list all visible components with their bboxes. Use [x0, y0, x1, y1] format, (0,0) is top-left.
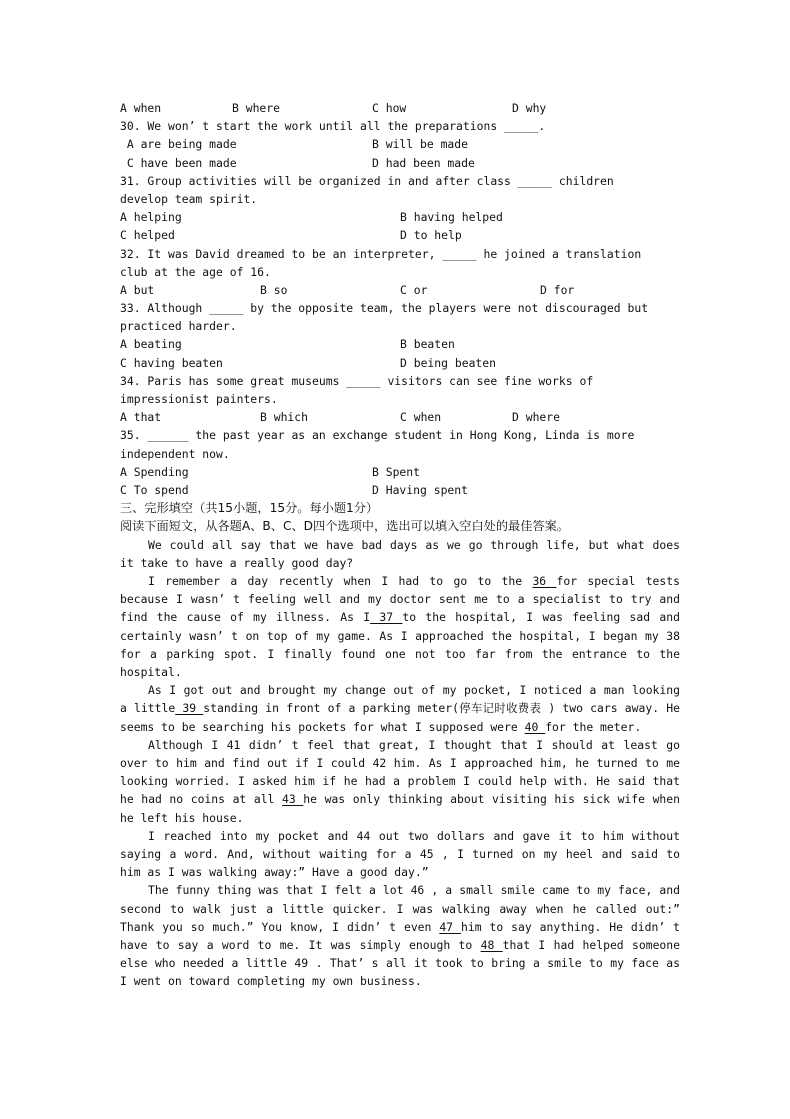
passage-paragraph-5: I reached into my pocket and 44 out two dollars and gave it to him without saying a word. And, without waiting for a 45 , I turned on my heel and said to him as I was walking away:” Have a good day.”: [120, 828, 680, 880]
q35-stem-line2: independent now.: [120, 446, 230, 461]
passage-text: As I got out and brought my change out of my pocket, I noticed a man looking a little: [120, 683, 680, 716]
q30-option-d: D had been made: [372, 155, 475, 170]
q29-option-c: C how: [372, 101, 407, 115]
q31-option-a: A helping: [120, 210, 182, 225]
passage-text: The funny thing was that I felt a lot 46 , a small smile came to my face, and second to walk just a little quicker. I was walking away when he called out:” Thank you so much.” You know, I didn’ t even: [120, 883, 680, 934]
q32-option-a: A but: [120, 282, 155, 297]
passage-paragraph-4: [120, 736, 680, 827]
q35-option-b: B Spent: [372, 464, 421, 479]
q33-option-c: C having beaten: [120, 355, 223, 370]
q29-option-d: D why: [512, 101, 547, 115]
q31-option-c: C helped: [120, 228, 175, 243]
q32-options: [120, 281, 680, 299]
section-heading: 三、完形填空（共15小题，15分。每小题1分）: [120, 501, 379, 516]
passage-text: to the hospital, I was feeling sad and certainly wasn’ t on top of my game. As I approached the hospital, I began my 38 for a parking spot. I finally found one not too far from the entrance to the hospital.: [120, 610, 680, 679]
q30-options-row1: [120, 135, 680, 153]
q32-stem-line1: 32. It was David dreamed to be an interpreter, _____ he joined a translation: [120, 246, 642, 261]
q33-options-row1: [120, 335, 680, 353]
q30-option-c: C have been made: [120, 155, 237, 170]
q32-stem-line2: club at the age of 16.: [120, 264, 271, 279]
q33-options-row2: [120, 354, 680, 372]
blank-48: 48: [480, 937, 503, 952]
blank-36: 36: [532, 573, 557, 588]
q32-option-c: C or: [400, 282, 428, 297]
q35-options-row1: [120, 463, 680, 481]
blank-40: 40: [524, 719, 546, 734]
passage-paragraph-2: [120, 572, 680, 681]
blank-43: 43: [282, 792, 304, 807]
blank-47: 47: [439, 919, 461, 934]
q34-stem-line1: 34. Paris has some great museums _____ visitors can see fine works of: [120, 373, 594, 388]
q35-stem-line1: 35. ______ the past year as an exchange student in Hong Kong, Linda is more: [120, 428, 635, 443]
passage-text: him to say anything. He didn’ t have to say a word to me. It was simply enough to: [120, 919, 681, 952]
q31-stem-line2: develop team spirit.: [120, 191, 258, 206]
q32-option-d: D for: [540, 282, 575, 297]
q35-option-d: D Having spent: [372, 482, 469, 497]
q33-stem-line2: practiced harder.: [120, 319, 237, 334]
q34-option-b: B which: [260, 410, 309, 425]
q33-option-a: A beating: [120, 337, 182, 352]
q33-option-b: B beaten: [400, 337, 455, 352]
passage-paragraph-6: [120, 881, 680, 990]
q35-options-row2: [120, 481, 680, 499]
exam-page: [120, 99, 680, 991]
q29-option-a: A when: [120, 101, 162, 115]
q30-option-a: A are being made: [120, 137, 237, 152]
q31-stem-line1: 31. Group activities will be organized in and after class _____ children: [120, 173, 614, 188]
q34-option-d: D where: [512, 410, 561, 425]
q35-option-c: C To spend: [120, 482, 189, 497]
q34-option-c: C when: [400, 410, 442, 425]
passage-text: standing in front of a parking meter(停车记时收费表 ) two cars away. He seems to be searching his pockets for what I supposed were: [120, 701, 680, 734]
passage-text: for the meter.: [545, 719, 642, 734]
q33-option-d: D being beaten: [400, 355, 497, 370]
q33-stem-line1: 33. Although _____ by the opposite team, the players were not discouraged but: [120, 301, 649, 316]
q30-option-b: B will be made: [372, 137, 469, 152]
passage-text: Although I 41 didn’ t feel that great, I thought that I should at least go over to him and find out if I could 42 him. As I approached him, he turned to me looking worried. I asked him if he had a problem I could help with. He said that he had no coins at all: [120, 737, 680, 807]
q34-options: [120, 408, 680, 426]
q30-stem: 30. We won’ t start the work until all the preparations _____.: [120, 119, 546, 134]
q34-option-a: A that: [120, 410, 162, 425]
passage-text: that I had helped someone else who needed a little 49 . That’ s all it took to bring a smile to my face as I went on toward completing my own business.: [120, 937, 681, 989]
q32-option-b: B so: [260, 282, 288, 297]
passage-text: he was only thinking about visiting his sick wife when he left his house.: [120, 792, 681, 825]
q31-option-b: B having helped: [400, 210, 503, 225]
q29-option-b: B where: [232, 101, 281, 115]
passage-text: I remember a day recently when I had to go to the: [148, 573, 533, 588]
q30-options-row2: [120, 154, 680, 172]
passage-paragraph-1: We could all say that we have bad days as we go through life, but what does it take to have a really good day?: [120, 537, 680, 570]
section-instruction: 阅读下面短文，从各题A、B、C、D四个选项中，选出可以填入空白处的最佳答案。: [120, 519, 569, 534]
passage-text: for special tests because I wasn’ t feeling well and my doctor sent me to a specialist to try and find the cause of my illness. As I: [120, 573, 680, 625]
passage-paragraph-3: [120, 681, 680, 736]
q35-option-a: A Spending: [120, 464, 189, 479]
blank-37: 37: [370, 610, 403, 625]
q34-stem-line2: impressionist painters.: [120, 392, 278, 406]
q31-options-row1: [120, 208, 680, 226]
q31-options-row2: [120, 226, 680, 244]
blank-39: 39: [175, 701, 204, 716]
q31-option-d: D to help: [400, 228, 462, 243]
q29-options: [120, 99, 680, 117]
